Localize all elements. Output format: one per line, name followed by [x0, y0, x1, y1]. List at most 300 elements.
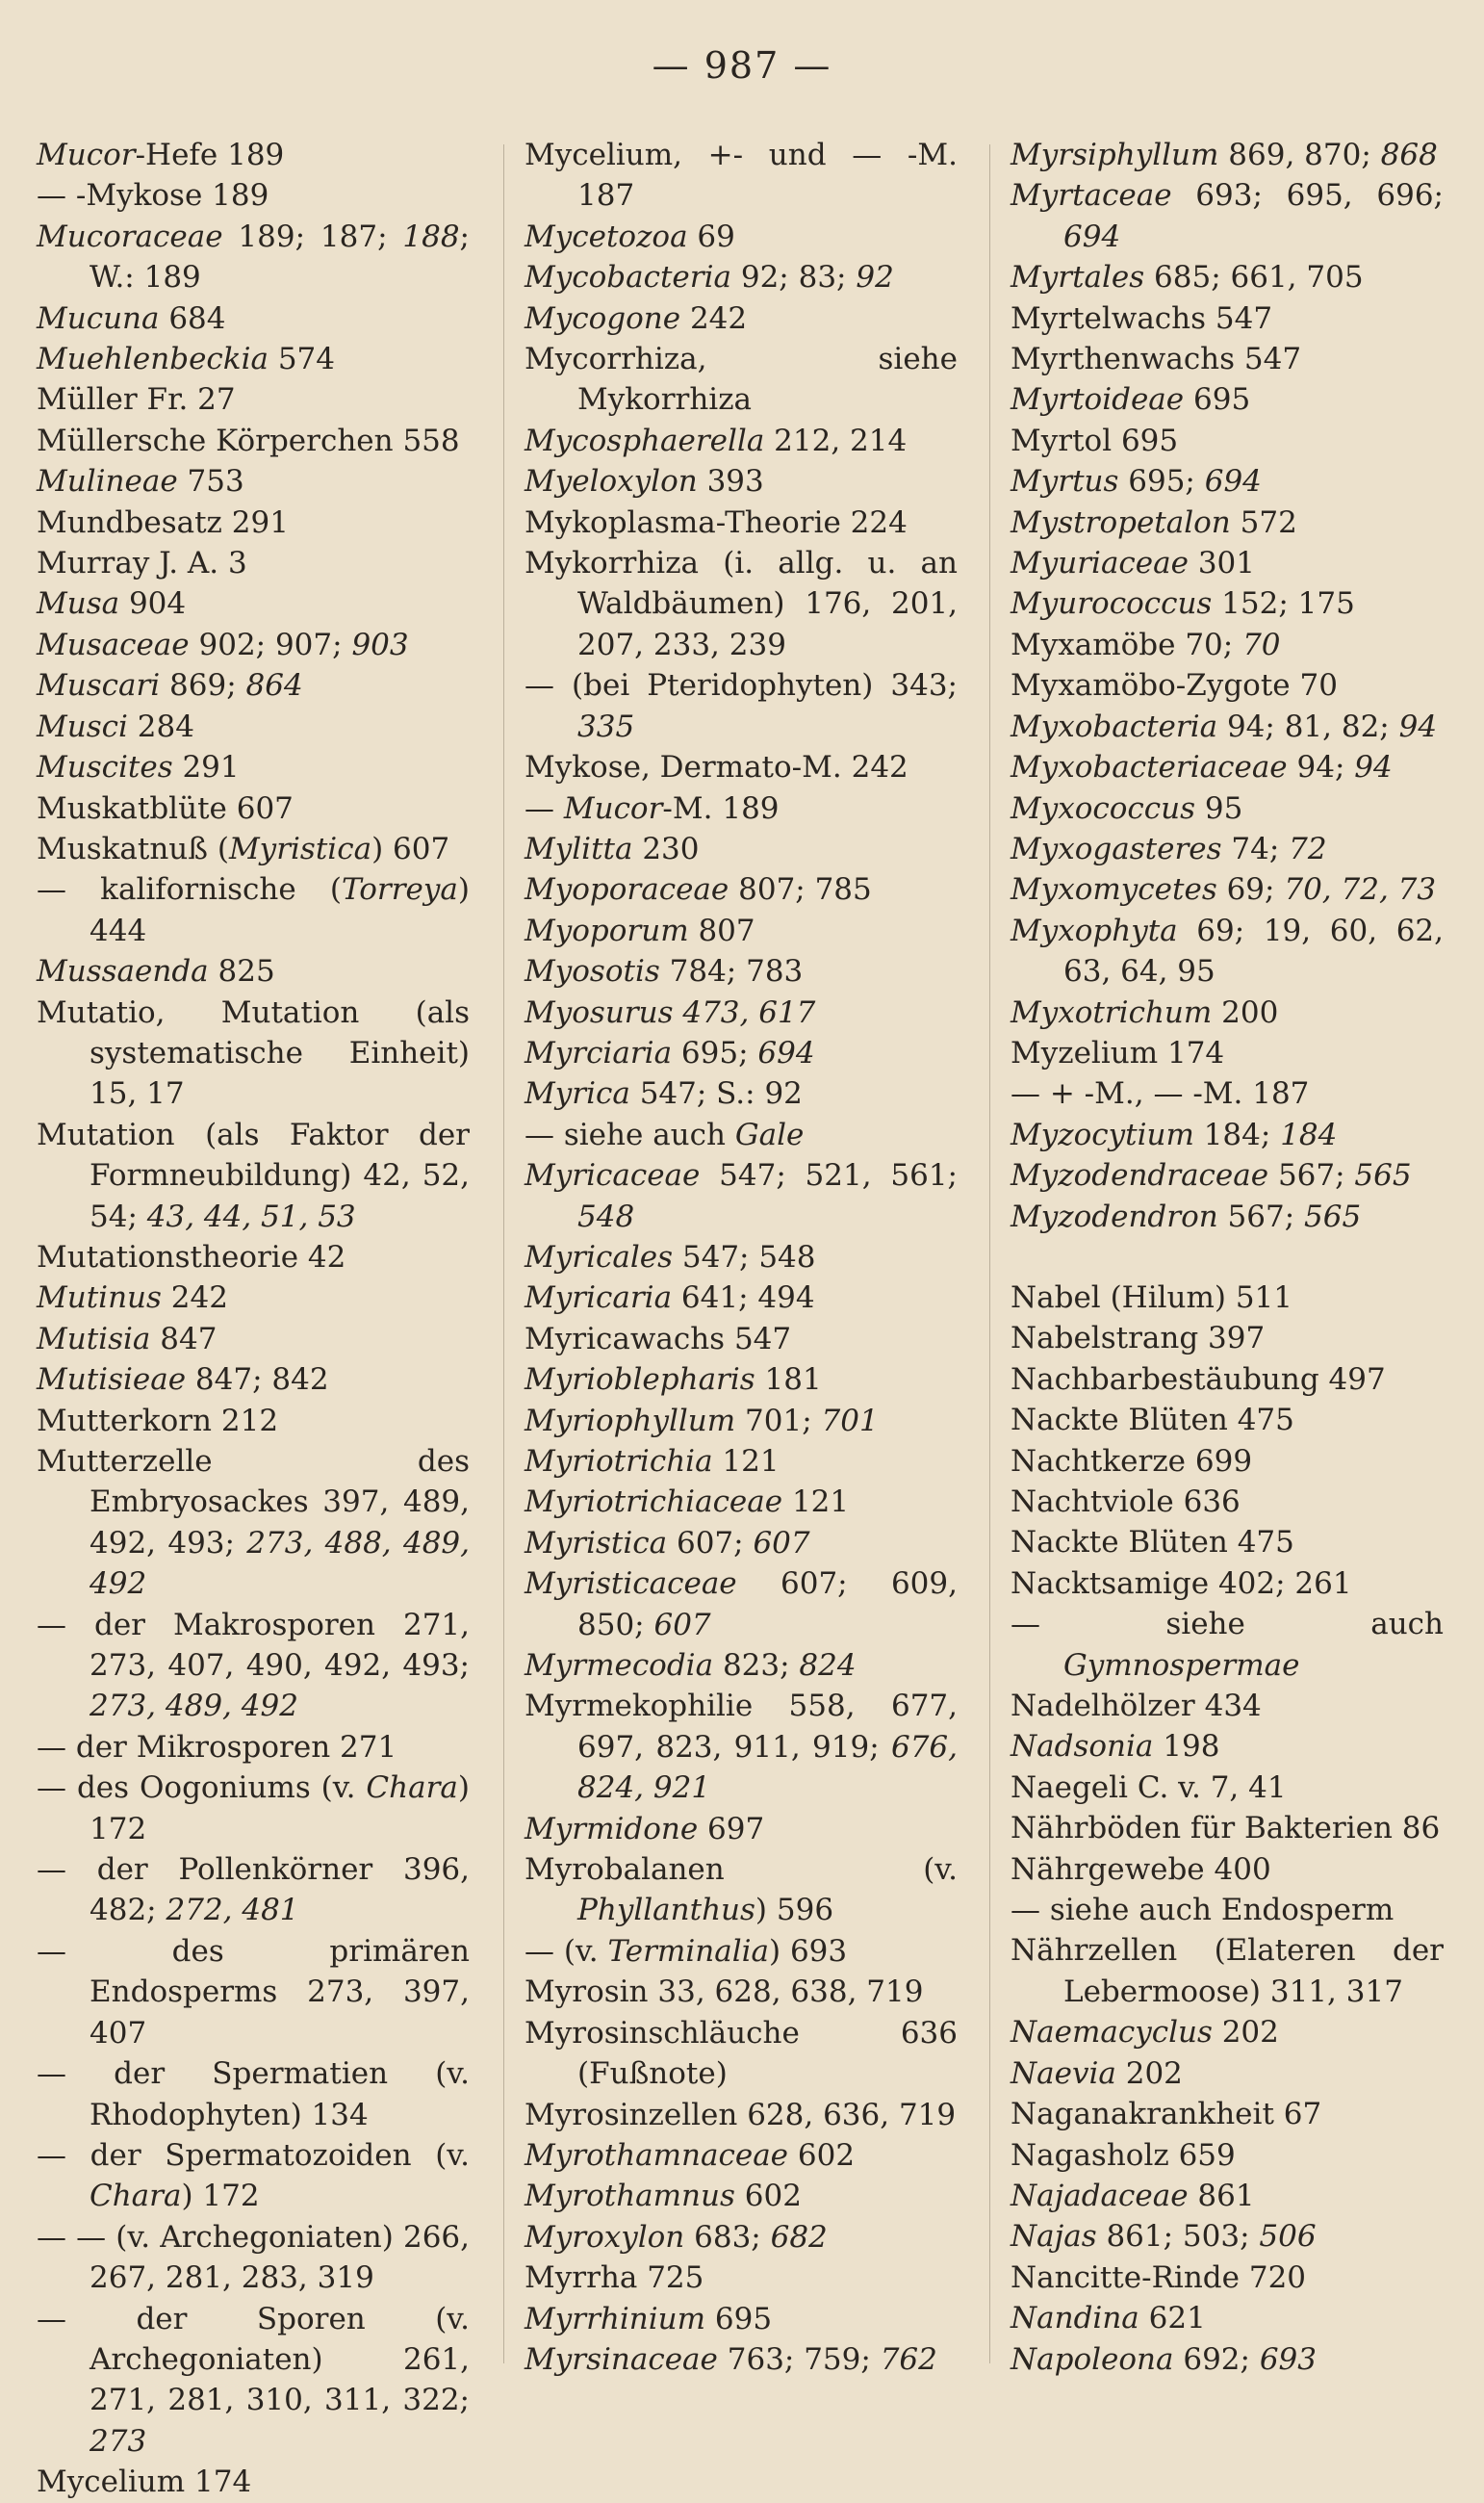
index-entry-text: Nancitte-Rinde 720 — [1011, 2259, 1307, 2295]
index-entry — [1011, 1400, 1444, 1440]
index-entry — [1011, 1686, 1444, 1726]
index-entry-text: 567; — [1268, 1158, 1355, 1194]
index-entry — [37, 421, 470, 461]
index-entry — [1011, 583, 1444, 624]
index-entry-text: Muskatblüte 607 — [37, 790, 294, 826]
index-entry-text: 301 — [1188, 546, 1256, 581]
index-entry-text: 273, 489, 492 — [90, 1689, 298, 1724]
index-entry — [525, 339, 958, 421]
index-entry-text: -M. 189 — [662, 790, 780, 826]
index-entry — [1011, 2216, 1444, 2257]
index-column-right — [1011, 135, 1444, 2380]
index-entry — [525, 1931, 958, 1972]
index-entry-text: Myrtoideae — [1011, 382, 1185, 418]
index-entry-text: Myrtol 695 — [1011, 423, 1179, 458]
index-entry-text: 69; — [1216, 872, 1285, 908]
index-entry-text: 683; — [684, 2219, 771, 2255]
index-entry-text: Myrmidone — [525, 1811, 699, 1846]
index-entry-text: 547; 521, 561; — [700, 1158, 958, 1194]
index-entry — [525, 1686, 958, 1808]
index-entry-text: Myricaria — [525, 1280, 673, 1316]
index-entry-text: 753 — [177, 464, 244, 500]
index-entry-text: Mycobacteria — [525, 260, 731, 296]
index-entry — [1011, 175, 1444, 257]
index-entry-text: Mycelium 174 — [37, 2464, 252, 2500]
index-entry-text: 92 — [856, 260, 894, 296]
index-entry-text: 95 — [1195, 790, 1243, 826]
index-entry-text: Myrrhinium — [525, 2301, 706, 2336]
index-entry — [37, 339, 470, 379]
index-entry-text: — der Makrosporen 271, 273, 407, 490, 492, 493; — [37, 1607, 470, 1684]
index-entry-text: 202 — [1212, 2015, 1279, 2051]
index-entry-text: Myrothamnaceae — [525, 2137, 789, 2173]
index-entry-text: — der Spermatozoiden (v. — [37, 2137, 470, 2173]
index-entry — [37, 2299, 470, 2463]
index-entry-text: Nandina — [1011, 2301, 1139, 2336]
index-entry — [1011, 1155, 1444, 1196]
index-entry-text: 393 — [697, 464, 764, 500]
index-entry — [37, 1931, 470, 2053]
index-entry — [525, 1523, 958, 1563]
index-entry-text: — siehe auch Endosperm — [1011, 1893, 1394, 1928]
index-entry — [37, 1115, 470, 1237]
index-entry-text: Myxococcus — [1011, 790, 1196, 826]
index-entry-text: Nagasholz 659 — [1011, 2137, 1236, 2173]
index-entry-text: Nackte Blüten 475 — [1011, 1403, 1294, 1438]
index-entry — [525, 503, 958, 543]
index-entry-text: Chara — [366, 1770, 458, 1806]
index-entry-text: Nährgewebe 400 — [1011, 1851, 1271, 1887]
index-entry-text: 902; 907; — [189, 627, 352, 662]
index-entry-text: — der Mikrosporen 271 — [37, 1729, 397, 1765]
index-entry — [37, 1727, 470, 1768]
index-entry — [1011, 993, 1444, 1033]
index-entry — [525, 543, 958, 665]
index-entry-text: 547; 548 — [673, 1239, 816, 1275]
index-entry-text: 335 — [577, 709, 635, 744]
index-entry-text: 565 — [1354, 1158, 1412, 1194]
index-entry-text: — + -M., — -M. 187 — [1011, 1076, 1310, 1112]
index-entry — [525, 2095, 958, 2135]
index-entry-text: 695 — [705, 2301, 773, 2336]
index-entry — [525, 1319, 958, 1359]
index-entry-text: 602 — [788, 2137, 856, 2173]
index-entry-text: Myrosinzellen 628, 636, 719 — [525, 2097, 957, 2132]
index-entry — [1011, 869, 1444, 910]
index-entry — [525, 1115, 958, 1155]
index-entry — [37, 788, 470, 829]
index-entry — [525, 2135, 958, 2176]
index-entry-text: Nabel (Hilum) 511 — [1011, 1279, 1293, 1315]
index-entry-text: Nährzellen (Elateren der Lebermoose) 311, 317 — [1011, 1933, 1444, 2009]
index-entry — [1011, 1033, 1444, 1073]
index-entry-text: — (bei Pteridophyten) 343; — [525, 668, 958, 704]
index-entry-text: 695; — [1118, 464, 1205, 500]
index-entry-text: 567; — [1217, 1199, 1305, 1234]
index-entry — [1011, 1197, 1444, 1237]
index-entry-text: Myrmecodia — [525, 1648, 714, 1684]
index-entry-text: 621 — [1139, 2301, 1206, 2336]
index-entry-text: ) 693 — [769, 1933, 848, 1969]
index-entry-text: Myrtales — [1011, 260, 1145, 296]
index-entry-text: 784; 783 — [659, 954, 804, 990]
index-entry-text: Myxotrichum — [1011, 994, 1213, 1030]
index-entry — [37, 1849, 470, 1931]
index-entry-text: 273 — [90, 2423, 147, 2459]
index-entry-text: Mycosphaerella — [525, 423, 765, 458]
index-entry — [1011, 503, 1444, 543]
index-entry-text: Myzelium 174 — [1011, 1035, 1225, 1071]
index-entry-text: Myrioblepharis — [525, 1362, 755, 1398]
index-entry-text: 121 — [782, 1484, 850, 1520]
index-entry-text: Myurococcus — [1011, 586, 1213, 622]
index-entry — [37, 543, 470, 583]
index-entry-text: Myzocytium — [1011, 1117, 1194, 1152]
index-entry-text: Myrothamnus — [525, 2179, 735, 2214]
index-entry-text: Mucor — [563, 790, 663, 826]
index-entry-text: Myeloxylon — [525, 464, 698, 500]
index-entry-text: Mycorrhiza, siehe Mykorrhiza — [525, 342, 958, 418]
index-entry — [525, 2339, 958, 2380]
index-entry-text: 230 — [632, 831, 700, 866]
index-entry — [37, 1319, 470, 1359]
page-number: — 987 — — [652, 44, 832, 87]
index-entry-text: Myosurus — [525, 994, 674, 1030]
index-entry-text: Nachbarbestäubung 497 — [1011, 1361, 1386, 1397]
index-column-middle — [525, 135, 958, 2380]
index-entry-text: Myroxylon — [525, 2219, 685, 2255]
index-entry-text: 694 — [1204, 464, 1262, 500]
index-entry-text: Mussaenda — [37, 954, 209, 990]
index-entry-text: 94 — [1354, 750, 1393, 786]
index-entry-text: Naevia — [1011, 2055, 1116, 2091]
index-entry-text: ) 607 — [371, 831, 450, 866]
index-entry — [525, 1972, 958, 2012]
index-entry — [525, 1237, 958, 1277]
index-entry-text: 904 — [119, 586, 187, 622]
index-entry — [525, 1155, 958, 1237]
index-entry-text: 70 — [1242, 627, 1281, 662]
index-entry — [525, 869, 958, 910]
index-entry-text: ) 596 — [755, 1893, 834, 1928]
index-entry-text: Mutisia — [37, 1321, 151, 1356]
index-entry — [525, 2176, 958, 2216]
index-entry-text: 121 — [712, 1444, 780, 1479]
index-entry-text: — (v. — [525, 1933, 608, 1969]
index-entry-text: Najas — [1011, 2219, 1097, 2255]
index-entry-text: Myzodendron — [1011, 1199, 1218, 1234]
index-entry — [37, 747, 470, 787]
index-entry-text: Myriotrichiaceae — [525, 1484, 783, 1520]
index-entry — [1011, 1073, 1444, 1114]
index-entry — [1011, 379, 1444, 420]
index-entry — [37, 1768, 470, 1849]
index-entry — [37, 1401, 470, 1441]
index-entry — [37, 379, 470, 420]
index-entry — [37, 2462, 470, 2502]
index-entry — [1011, 1768, 1444, 1808]
index-entry — [37, 583, 470, 624]
index-entry-text: 701; — [735, 1403, 822, 1438]
index-entry — [1011, 421, 1444, 461]
index-entry — [1011, 2012, 1444, 2052]
index-entry-text: 693 — [1259, 2341, 1317, 2377]
index-entry-text: 697 — [698, 1811, 765, 1846]
index-entry-text: 694 — [1063, 219, 1121, 254]
index-entry — [1011, 2298, 1444, 2338]
index-entry — [1011, 2339, 1444, 2380]
index-entry-text: 272, 481 — [166, 1893, 299, 1928]
index-entry-text: 762 — [880, 2341, 937, 2377]
index-entry-text: Myrrha 725 — [525, 2260, 704, 2296]
index-entry-text: Terminalia — [607, 1933, 770, 1969]
index-entry-text: 572 — [1230, 504, 1297, 540]
index-entry-text: 682 — [770, 2219, 828, 2255]
index-entry — [1011, 1277, 1444, 1318]
index-entry-text: 198 — [1153, 1729, 1220, 1765]
index-entry-text: 273, 488, 489, 492 — [90, 1525, 470, 1602]
index-entry-text: 43, 44, 51, 53 — [146, 1199, 356, 1234]
index-entry-text: 861; 503; — [1096, 2219, 1260, 2255]
index-entry-text: — der Spermatien (v. Rhodophyten) 134 — [37, 2056, 470, 2132]
index-entry-text: Müller Fr. 27 — [37, 382, 236, 418]
index-entry-text: Muehlenbeckia — [37, 342, 269, 377]
index-entry-text: Naegeli C. v. 7, 41 — [1011, 1769, 1287, 1805]
index-entry — [1011, 625, 1444, 665]
index-entry — [37, 2135, 470, 2217]
index-entry-text: 69; 19, 60, 62, 63, 64, 95 — [1063, 913, 1444, 990]
index-entry-text: Phyllanthus — [577, 1893, 755, 1928]
index-entry-text: 70, 72, 73 — [1284, 872, 1437, 908]
index-entry — [1011, 1359, 1444, 1400]
index-entry-text: Myxophyta — [1011, 913, 1178, 948]
index-entry — [1011, 2258, 1444, 2298]
index-entry — [525, 135, 958, 217]
index-entry — [1011, 461, 1444, 502]
index-entry-text: 547; S.: 92 — [629, 1076, 803, 1112]
index-entry-text: Mutinus — [37, 1280, 162, 1316]
index-entry — [525, 2299, 958, 2339]
index-entry-text: Myristica — [228, 831, 372, 866]
index-entry — [525, 829, 958, 869]
index-entry-text: 291 — [172, 750, 240, 786]
index-entry — [525, 257, 958, 297]
index-entry-text: Mundbesatz 291 — [37, 504, 289, 540]
index-entry-text: Muscari — [37, 668, 161, 704]
index-entry-text: — der Sporen (v. Archegoniaten) 261, 271, 281, 310, 311, 322; — [37, 2301, 470, 2418]
index-entry-text: Nährböden für Bakterien 86 — [1011, 1811, 1441, 1846]
index-entry — [37, 829, 470, 869]
index-entry-text: 607; 609, 850; — [577, 1566, 958, 1642]
index-entry — [525, 747, 958, 787]
index-entry-text: 242 — [161, 1280, 228, 1316]
index-entry — [1011, 543, 1444, 583]
index-entry-text: Chara — [90, 2179, 182, 2214]
index-entry — [37, 298, 470, 339]
index-entry-text: Myrtaceae — [1011, 178, 1172, 214]
index-entry-text: ) 172 — [90, 1770, 470, 1846]
index-entry-text: Myzodendraceae — [1011, 1158, 1269, 1194]
index-entry-text: 212, 214 — [764, 423, 908, 458]
index-entry-text: Mutterkorn 212 — [37, 1403, 279, 1438]
index-entry — [1011, 788, 1444, 829]
index-entry-text: Mutisieae — [37, 1362, 187, 1398]
index-entry-text: 607 — [653, 1607, 711, 1642]
index-entry-text: Myricales — [525, 1239, 674, 1275]
index-entry — [525, 421, 958, 461]
index-entry-text: 74; — [1221, 831, 1290, 866]
index-entry-text: Mykorrhiza (i. allg. u. an Waldbäumen) 176, 201, 207, 233, 239 — [525, 546, 958, 662]
index-entry-text: Myxamöbo-Zygote 70 — [1011, 668, 1338, 704]
index-entry-text: Myricawachs 547 — [525, 1321, 792, 1356]
index-entry-text: Mystropetalon — [1011, 504, 1231, 540]
index-entry-text: 94 — [1398, 709, 1438, 744]
index-entry-text: Mycetozoa — [525, 219, 688, 254]
index-entry — [1011, 1563, 1444, 1604]
index-entry-text: 69 — [687, 219, 735, 254]
index-entry — [37, 625, 470, 665]
index-entry — [1011, 665, 1444, 706]
column-divider — [503, 144, 504, 2363]
index-entry-text: Myrciaria — [525, 1035, 673, 1071]
index-entry-text: Myuriaceae — [1011, 546, 1189, 581]
index-entry-text: 684 — [159, 300, 226, 336]
index-entry — [1011, 1115, 1444, 1155]
index-entry-text: Mycogone — [525, 300, 681, 336]
index-entry-text: Myrmekophilie 558, 677, 697, 823, 911, 919; — [525, 1689, 958, 1765]
index-entry-text: Myrobalanen (v. — [525, 1852, 958, 1888]
index-entry-text: Mutatio, Mutation (als systematische Einheit) 15, 17 — [37, 994, 470, 1112]
index-entry-text: Myrosin 33, 628, 638, 719 — [525, 1974, 924, 2010]
index-entry — [525, 951, 958, 992]
index-entry — [1011, 1890, 1444, 1930]
index-entry-text: Muscites — [37, 750, 173, 786]
index-entry-text: Myrosinschläuche 636 (Fußnote) — [525, 2015, 958, 2092]
index-entry — [1011, 1849, 1444, 1890]
index-entry-text: 94; — [1287, 750, 1355, 786]
index-entry — [525, 1482, 958, 1522]
index-entry-text: Mykoplasma-Theorie 224 — [525, 504, 908, 540]
index-entry-text: -Hefe 189 — [135, 138, 285, 172]
index-entry-text: Mykose, Dermato-M. 242 — [525, 750, 908, 786]
index-entry-text: Murray J. A. 3 — [37, 546, 247, 581]
index-entry — [525, 1809, 958, 1849]
index-entry — [525, 1645, 958, 1686]
index-entry-text: Myriotrichia — [525, 1444, 713, 1479]
index-entry — [37, 1359, 470, 1400]
index-entry — [525, 1563, 958, 1645]
index-entry — [525, 298, 958, 339]
index-entry — [525, 665, 958, 747]
index-entry-text: Naemacyclus — [1011, 2015, 1213, 2051]
index-entry-text: 693; 695, 696; — [1171, 178, 1444, 214]
index-entry-text: — -Mykose 189 — [37, 178, 269, 214]
index-entry-text: Müllersche Körperchen 558 — [37, 423, 460, 458]
index-entry-text: 694 — [757, 1035, 815, 1071]
index-entry-text: Musaceae — [37, 627, 190, 662]
index-entry — [1011, 135, 1444, 175]
index-entry — [1011, 1318, 1444, 1358]
index-entry-text: 869, 870; — [1218, 138, 1381, 172]
index-entry-text: 847 — [150, 1321, 217, 1356]
index-entry — [1011, 339, 1444, 379]
index-entry-text: 506 — [1259, 2219, 1317, 2255]
index-entry-text: Najadaceae — [1011, 2178, 1189, 2213]
index-entry — [1011, 829, 1444, 869]
index-entry — [525, 2013, 958, 2095]
index-entry-text: Nacktsamige 402; 261 — [1011, 1565, 1352, 1601]
index-entry-text: — der Pollenkörner 396, 482; — [37, 1852, 470, 1928]
index-entry-text: Mutation (als Faktor der Formneubildung) 42, 52, 54; — [37, 1117, 470, 1234]
index-entry-text: Nachtkerze 699 — [1011, 1443, 1253, 1479]
index-entry-text: 695; — [672, 1035, 758, 1071]
index-entry-text: Napoleona — [1011, 2341, 1174, 2377]
index-entry — [1011, 747, 1444, 787]
index-entry-text: ; W.: 189 — [90, 219, 470, 296]
index-entry — [525, 1441, 958, 1482]
index-entry-text: Myrica — [525, 1076, 630, 1112]
index-entry — [525, 461, 958, 502]
index-entry-text: 184 — [1280, 1117, 1338, 1152]
index-entry-text: — — (v. Archegoniaten) 266, 267, 281, 283, 319 — [37, 2219, 470, 2296]
index-entry-text: 695 — [1184, 382, 1251, 418]
index-entry — [1011, 1930, 1444, 2012]
index-entry-text: Myoporaceae — [525, 872, 729, 908]
index-entry-text: 868 — [1380, 138, 1438, 172]
index-entry — [37, 665, 470, 706]
index-entry-text: 825 — [208, 954, 275, 990]
index-entry-text: Nachtviole 636 — [1011, 1484, 1241, 1519]
index-entry-text: Mycelium, +- und — -M. 187 — [525, 138, 958, 214]
index-entry-text: Musa — [37, 586, 120, 622]
index-entry-text: Myrtus — [1011, 464, 1119, 500]
index-entry-text: 607 — [753, 1525, 810, 1561]
index-entry-text: 242 — [680, 300, 748, 336]
index-entry-text: Mulineae — [37, 464, 178, 500]
index-entry-text: 473, 617 — [682, 994, 816, 1030]
index-entry-text: Myrsinaceae — [525, 2341, 718, 2377]
index-entry — [525, 1073, 958, 1114]
index-entry-text: Myristicaceae — [525, 1566, 737, 1602]
index-entry — [1011, 1482, 1444, 1522]
index-entry-text: — des primären Endosperms 273, 397, 407 — [37, 1933, 470, 2051]
index-entry — [525, 993, 958, 1033]
index-entry-text: 602 — [734, 2179, 802, 2214]
index-entry — [37, 503, 470, 543]
index-entry — [1011, 1522, 1444, 1562]
index-entry-text: Musci — [37, 709, 128, 744]
index-entry-text: Mutterzelle des Embryosackes 397, 489, 492, 493; — [37, 1444, 470, 1561]
index-entry-text: Nackte Blüten 475 — [1011, 1525, 1294, 1561]
index-entry — [525, 2258, 958, 2298]
index-entry-text: 903 — [351, 627, 409, 662]
index-entry-text: 824 — [799, 1648, 857, 1684]
index-entry-text: Nadelhölzer 434 — [1011, 1689, 1262, 1724]
index-entry-text: 847; 842 — [186, 1362, 329, 1398]
index-entry-text: — siehe auch — [1011, 1607, 1444, 1642]
index-entry — [1011, 2135, 1444, 2176]
index-entry — [37, 217, 470, 298]
index-entry — [525, 1401, 958, 1441]
index-entry-text: Nadsonia — [1011, 1729, 1154, 1765]
index-entry-text: 202 — [1115, 2055, 1183, 2091]
index-entry-text: 188 — [402, 219, 460, 254]
index-entry-text: 284 — [127, 709, 194, 744]
index-entry-text: Myristica — [525, 1525, 668, 1561]
index-entry-text: Myoporum — [525, 913, 689, 948]
index-entry-text: Myricaceae — [525, 1158, 701, 1194]
index-entry-text: 607; — [667, 1525, 754, 1561]
